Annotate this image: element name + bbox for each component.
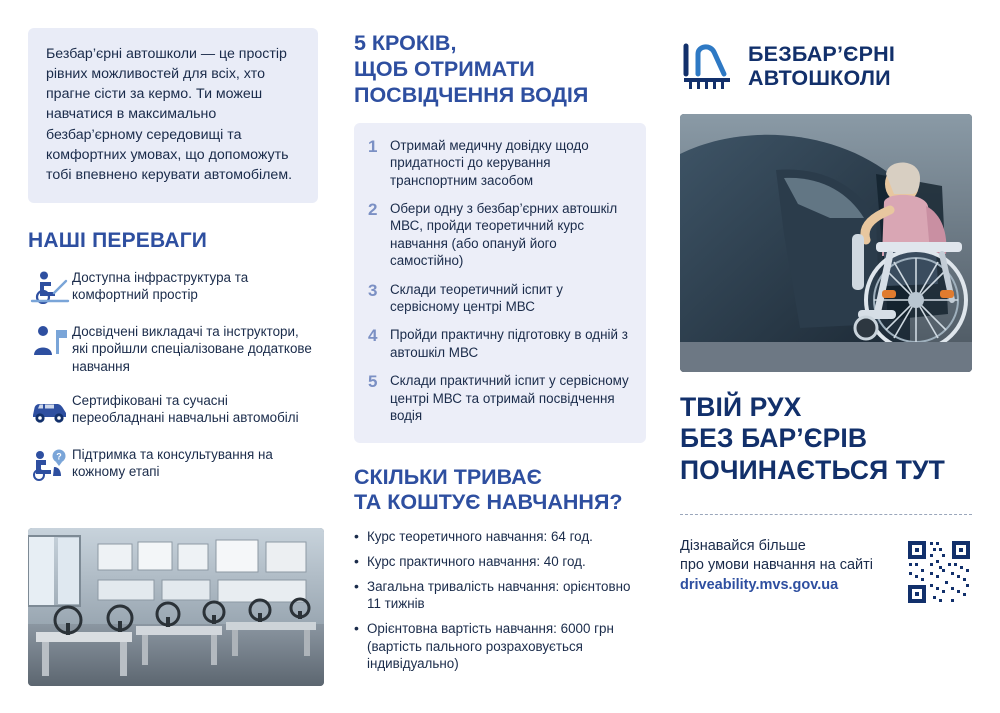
wheelchair-ramp-icon — [28, 267, 72, 307]
slogan-line2: БЕЗ БАР’ЄРІВ — [680, 423, 868, 454]
footer — [680, 537, 972, 605]
cost-title-line2: ТА КОШТУЄ НАВЧАННЯ? — [354, 490, 623, 515]
steps-title-line2: ЩОБ ОТРИМАТИ — [354, 57, 535, 82]
slogan-line3: ПОЧИНАЄТЬСЯ ТУТ — [680, 454, 945, 485]
intro-panel — [28, 28, 318, 203]
cost-item: • Загальна тривалість навчання: орієнтовно 11 тижнів — [354, 578, 644, 613]
brand-logo — [680, 40, 972, 92]
steps-panel — [354, 123, 646, 443]
advantage-text: Досвідчені викладачі та інструктори, які пройшли спеціалізоване додаткове навчання — [72, 323, 312, 374]
cost-title-line1: СКІЛЬКИ ТРИВАЄ — [354, 464, 542, 489]
steps-title-line1: 5 КРОКІВ, — [354, 31, 457, 55]
step-text: Отримай медичну довідку щодо придатності до керування транспортним засобом — [390, 137, 589, 188]
advantage-text: Доступна інфраструктура та комфортний простір — [72, 269, 249, 303]
step-item — [368, 137, 630, 189]
step-item — [368, 281, 630, 316]
cost-item: • Курс теоретичного навчання: 64 год. — [354, 528, 644, 546]
step-number: 1 — [368, 136, 378, 156]
footer-text — [680, 537, 873, 596]
advantage-item — [28, 321, 318, 376]
advantage-item — [28, 444, 318, 484]
step-number: 4 — [368, 326, 378, 346]
advantage-text: Підтримка та консультування на кожному етапі — [72, 446, 273, 480]
step-text: Склади теоретичний іспит у сервісному центрі МВС — [390, 281, 563, 315]
footer-text-line2: про умови навчання на сайті — [680, 557, 873, 574]
instructor-icon — [28, 321, 72, 361]
cost-item: • Орієнтовна вартість навчання: 6000 грн (вартість пального розраховується індивідуально) — [354, 620, 644, 673]
left-column — [28, 28, 318, 498]
advantages-title: НАШІ ПЕРЕВАГИ — [28, 229, 208, 253]
slogan-line1: ТВІЙ РУХ — [680, 392, 802, 422]
support-icon — [28, 444, 72, 484]
step-text: Пройди практичну підготовку в одній з автошкіл МВС — [390, 327, 628, 360]
advantage-item — [28, 267, 318, 307]
step-item — [368, 200, 630, 270]
advantage-item — [28, 390, 318, 430]
step-item — [368, 372, 630, 424]
website-link[interactable]: driveability.mvs.gov.ua — [680, 576, 839, 593]
intro-text: Безбар’єрні автошколи — це простір рівних можливостей для всіх, хто прагне сісти за кермо. Ти можеш навчатися в максимально безбар’єрному середовищі та комфортних умовах, що допоможуть тобі впевнено керувати автомобілем. — [46, 46, 293, 183]
qr-code-icon[interactable] — [906, 539, 972, 605]
steps-title — [354, 30, 644, 109]
cost-item: • Курс практичного навчання: 40 год. — [354, 553, 644, 571]
brand-name-line1: БЕЗБАР’ЄРНІ — [748, 41, 896, 66]
middle-column — [354, 30, 644, 680]
steering-wheel-logo-icon — [680, 40, 736, 92]
footer-text-line1: Дізнавайся більше — [680, 537, 806, 554]
car-icon — [28, 390, 72, 430]
slogan — [680, 392, 972, 486]
steps-title-line3: ПОСВІДЧЕННЯ ВОДІЯ — [354, 83, 589, 108]
right-column — [680, 40, 972, 605]
footer-divider — [680, 514, 972, 515]
step-number: 5 — [368, 372, 378, 392]
svg-text:?: ? — [56, 451, 62, 462]
step-number: 3 — [368, 280, 378, 300]
cost-title — [354, 465, 644, 517]
step-text: Склади практичний іспит у сервісному центрі МВС та отримай посвідчення водія — [390, 373, 629, 424]
cost-list — [354, 528, 644, 673]
brand-name — [748, 42, 895, 91]
step-number: 2 — [368, 199, 378, 219]
driver-photo — [680, 114, 972, 372]
classroom-photo — [28, 528, 324, 686]
brand-name-line2: АВТОШКОЛИ — [748, 66, 891, 90]
step-text: Обери одну з безбар’єрних автошкіл МВС, пройди теоретичний курс навчання (або опануй його самостійно) — [390, 200, 618, 269]
advantage-text: Сертифіковані та сучасні переобладнані навчальні автомобілі — [72, 392, 299, 426]
step-item — [368, 326, 630, 361]
